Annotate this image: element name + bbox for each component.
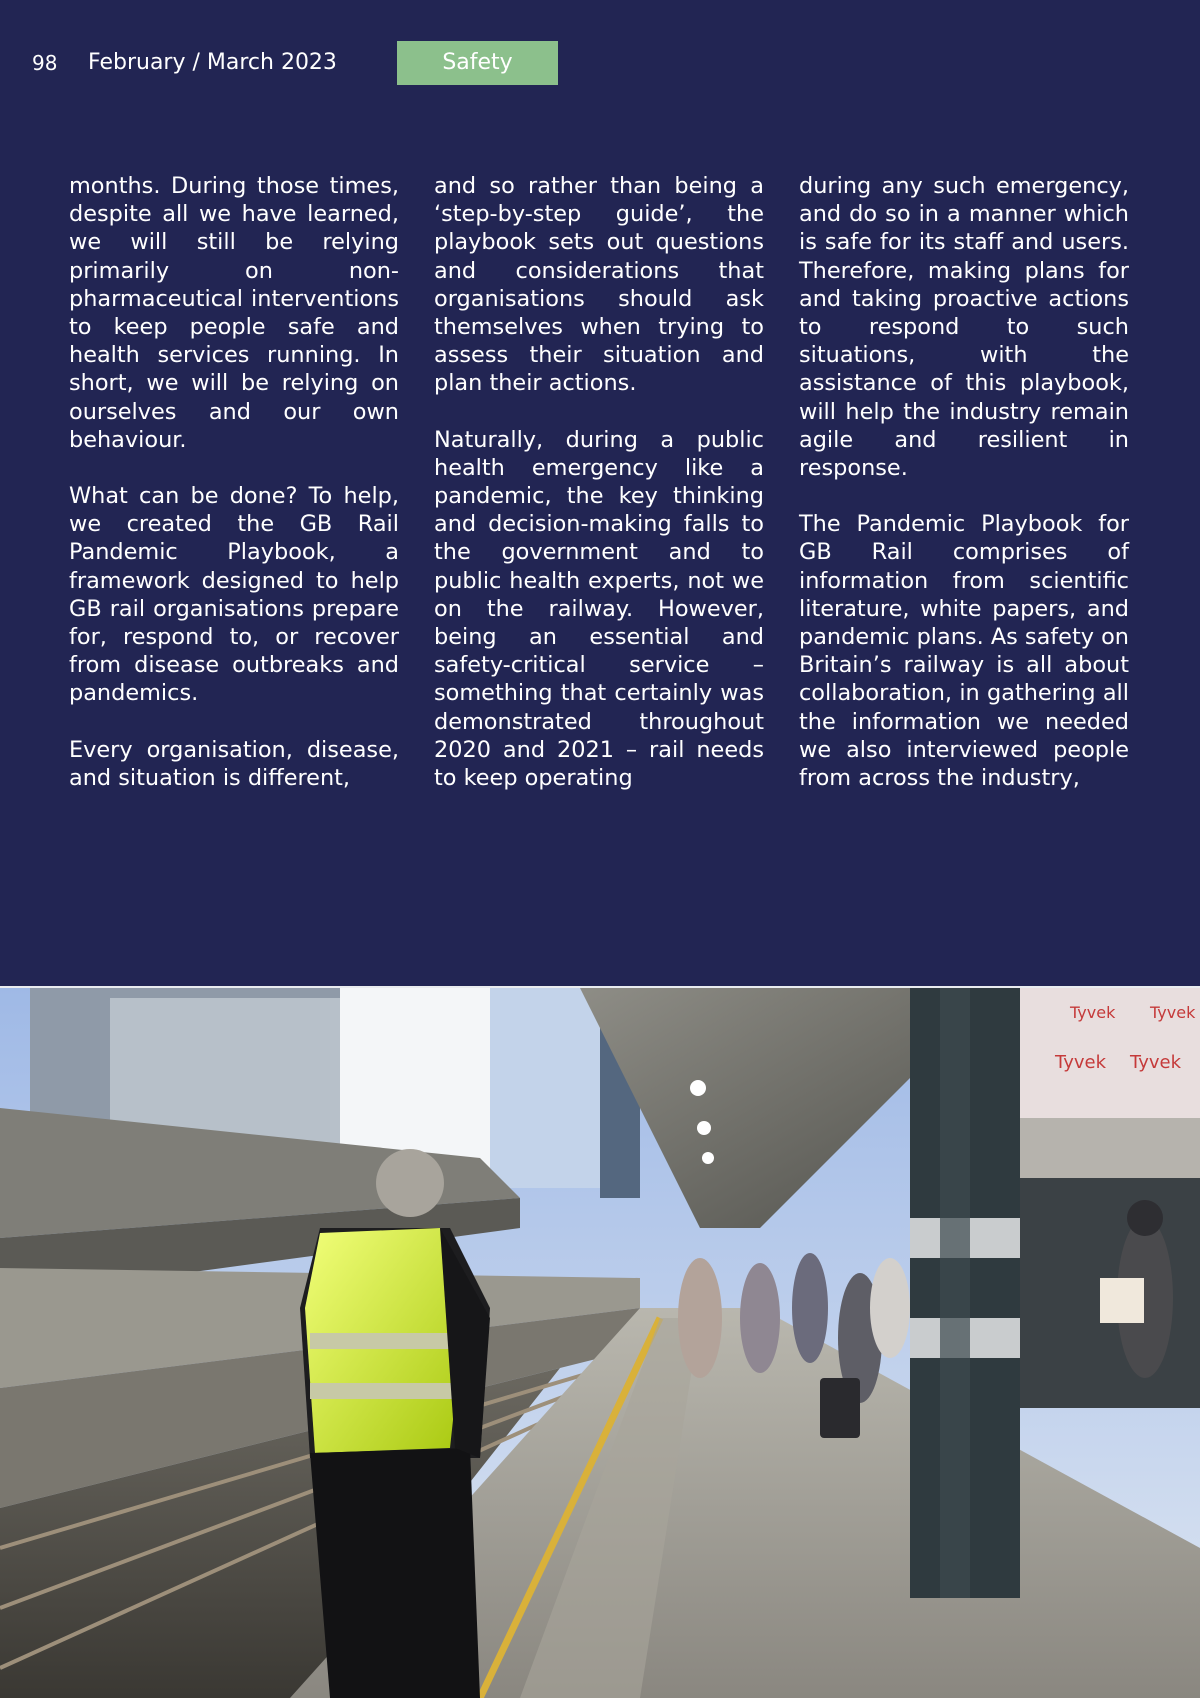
signage-text: Tyvek: [1070, 1003, 1116, 1022]
paragraph: during any such emergency, and do so in a manner which is safe for its staff and users. Therefore, making plans for and taking proactive actions to respond to such situations, with the assistance of this playbook, will help the industry remain agile and resilient in response.: [799, 173, 1129, 482]
issue-date: February / March 2023: [88, 50, 337, 75]
page-number: 98: [32, 51, 58, 75]
section-tag: Safety: [397, 41, 558, 85]
column-1: [69, 172, 399, 820]
paragraph: Every organisation, disease, and situation is different,: [69, 736, 399, 791]
paragraph: The Pandemic Playbook for GB Rail comprises of information from scientific literature, white papers, and pandemic plans. As safety on Britain’s railway is all about collaboration, in gathering all the information we needed we also interviewed people from across the industry,: [799, 511, 1129, 792]
signage-text: Tyvek: [1150, 1003, 1196, 1022]
station-platform-photo: [0, 986, 1200, 1698]
article-body: [69, 172, 1131, 820]
signage-text: Tyvek: [1055, 1052, 1106, 1073]
paragraph: and so rather than being a ‘step-by-step guide’, the playbook sets out questions and considerations that organisations should ask themselves when trying to assess their situation and plan their actions.: [434, 173, 764, 397]
signage-text: Tyvek: [1130, 1052, 1181, 1073]
paragraph: months. During those times, despite all we have learned, we will still be relying primarily on non-pharmaceutical interventions to keep people safe and health services running. In short, we will be relying on ourselves and our own behaviour.: [69, 173, 399, 453]
column-2: [434, 172, 764, 820]
paragraph: Naturally, during a public health emergency like a pandemic, the key thinking and decision-making falls to the government and to public health experts, not we on the railway. However, being an essential and safety-critical service – something that certainly was demonstrated throughout 2020 and 2021 – rail needs to keep operating: [434, 426, 764, 792]
paragraph: What can be done? To help, we created the GB Rail Pandemic Playbook, a framework designed to help GB rail organisations prepare for, respond to, or recover from disease outbreaks and pandemics.: [69, 483, 399, 707]
column-3: [799, 172, 1129, 820]
page-header: [0, 0, 1200, 130]
